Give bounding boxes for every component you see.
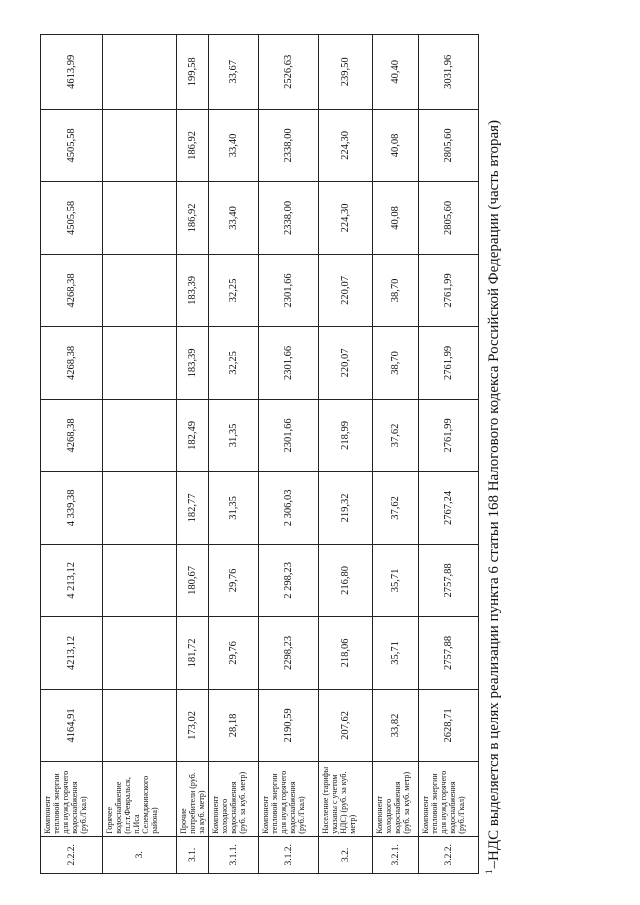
table-cell: 218,99 xyxy=(319,399,373,472)
row-code: 2.2.2. xyxy=(41,836,103,873)
table-cell: 2761,99 xyxy=(419,399,479,472)
row-label: Компонент тепловой энергии для нужд горячего водоснабжения (руб./Гкал) xyxy=(41,762,103,837)
table-cell: 180,67 xyxy=(177,544,209,617)
table-cell: 32,25 xyxy=(209,254,259,327)
row-label: Горячее водоснабжение (п.г.т.Февральск, п.Иса Селемджинского района) xyxy=(103,762,177,837)
table-cell: 31,35 xyxy=(209,472,259,545)
table-cell: 28,18 xyxy=(209,689,259,762)
row-label: Компонент холодного водоснабжения (руб. за куб. метр) xyxy=(209,762,259,837)
table-cell: 224,30 xyxy=(319,109,373,182)
table-row xyxy=(103,35,177,874)
table-cell xyxy=(103,327,177,400)
footnote xyxy=(480,34,503,874)
row-code: 3.2. xyxy=(319,836,373,873)
table-cell: 199,58 xyxy=(177,35,209,110)
table-row xyxy=(419,35,479,874)
table-cell: 3031,96 xyxy=(419,35,479,110)
table-cell xyxy=(103,472,177,545)
table-cell: 186,92 xyxy=(177,182,209,255)
table-row xyxy=(319,35,373,874)
table-cell: 2767,24 xyxy=(419,472,479,545)
row-label: Компонент тепловой энергии для нужд горячего водоснабжения (руб./Гкал) xyxy=(419,762,479,837)
tariff-table xyxy=(40,34,479,874)
table-cell: 33,67 xyxy=(209,35,259,110)
table-cell: 220,07 xyxy=(319,254,373,327)
table-cell xyxy=(103,35,177,110)
table-cell xyxy=(103,254,177,327)
table-cell: 35,71 xyxy=(373,617,419,690)
table-cell: 4164,91 xyxy=(41,689,103,762)
table-cell: 224,30 xyxy=(319,182,373,255)
table-cell: 2805,60 xyxy=(419,182,479,255)
row-code: 3.1.2. xyxy=(259,836,319,873)
table-row xyxy=(259,35,319,874)
row-label: Компонент холодного водоснабжения (руб. за куб. метр) xyxy=(373,762,419,837)
table-cell: 186,92 xyxy=(177,109,209,182)
table-cell: 219,32 xyxy=(319,472,373,545)
table-cell: 2301,66 xyxy=(259,327,319,400)
table-cell: 29,76 xyxy=(209,544,259,617)
table-cell: 207,62 xyxy=(319,689,373,762)
table-row xyxy=(41,35,103,874)
table-cell xyxy=(103,182,177,255)
table-cell: 239,50 xyxy=(319,35,373,110)
row-label: Прочие потребители (руб. за куб. метр) xyxy=(177,762,209,837)
table-row xyxy=(373,35,419,874)
row-label: Население (тарифы указаны с учетом НДС) (руб. за куб. метр) xyxy=(319,762,373,837)
table-cell: 40,40 xyxy=(373,35,419,110)
table-cell: 2298,23 xyxy=(259,617,319,690)
table-cell: 4613,99 xyxy=(41,35,103,110)
table-cell: 2301,66 xyxy=(259,254,319,327)
table-cell: 2526,63 xyxy=(259,35,319,110)
table-cell: 32,25 xyxy=(209,327,259,400)
table-row xyxy=(209,35,259,874)
footnote-text: –НДС выделяется в целях реализации пункта 6 статьи 168 Налогового кодекса Российской Федерации (часть вторая) xyxy=(486,119,502,869)
row-code: 3.1.1. xyxy=(209,836,259,873)
table-cell: 4268,38 xyxy=(41,399,103,472)
table-cell: 182,77 xyxy=(177,472,209,545)
table-cell: 2301,66 xyxy=(259,399,319,472)
table-cell: 35,71 xyxy=(373,544,419,617)
row-code: 3.2.2. xyxy=(419,836,479,873)
table-cell: 38,70 xyxy=(373,327,419,400)
table-cell xyxy=(103,544,177,617)
table-cell: 216,80 xyxy=(319,544,373,617)
table-cell: 4 213,12 xyxy=(41,544,103,617)
table-cell: 31,35 xyxy=(209,399,259,472)
table-cell: 33,40 xyxy=(209,109,259,182)
table-cell: 2757,88 xyxy=(419,617,479,690)
table-cell: 2757,88 xyxy=(419,544,479,617)
table-cell xyxy=(103,689,177,762)
table-cell: 4505,58 xyxy=(41,109,103,182)
table-cell: 4 339,38 xyxy=(41,472,103,545)
tariff-table-body xyxy=(41,35,479,874)
table-cell: 2 306,03 xyxy=(259,472,319,545)
row-code: 3. xyxy=(103,836,177,873)
table-cell: 4268,38 xyxy=(41,254,103,327)
table-cell: 173,02 xyxy=(177,689,209,762)
table-cell: 2338,00 xyxy=(259,109,319,182)
table-cell: 181,72 xyxy=(177,617,209,690)
table-cell: 2805,60 xyxy=(419,109,479,182)
table-cell: 38,70 xyxy=(373,254,419,327)
table-cell: 40,08 xyxy=(373,182,419,255)
rotated-content xyxy=(40,34,560,874)
table-cell: 182,49 xyxy=(177,399,209,472)
table-cell: 37,62 xyxy=(373,472,419,545)
table-cell: 2628,71 xyxy=(419,689,479,762)
table-cell: 218,06 xyxy=(319,617,373,690)
table-cell: 33,40 xyxy=(209,182,259,255)
table-cell: 2338,00 xyxy=(259,182,319,255)
table-cell xyxy=(103,109,177,182)
table-cell xyxy=(103,617,177,690)
table-cell: 2 298,23 xyxy=(259,544,319,617)
table-cell: 220,07 xyxy=(319,327,373,400)
table-row xyxy=(177,35,209,874)
table-cell: 37,62 xyxy=(373,399,419,472)
table-cell: 183,39 xyxy=(177,254,209,327)
table-cell: 2761,99 xyxy=(419,254,479,327)
row-code: 3.2.1. xyxy=(373,836,419,873)
table-cell: 33,82 xyxy=(373,689,419,762)
table-cell: 2761,99 xyxy=(419,327,479,400)
row-code: 3.1. xyxy=(177,836,209,873)
table-cell: 29,76 xyxy=(209,617,259,690)
table-cell: 40,08 xyxy=(373,109,419,182)
table-cell: 4213,12 xyxy=(41,617,103,690)
table-cell: 2190,59 xyxy=(259,689,319,762)
row-label: Компонент тепловой энергии для нужд горячего водоснабжения (руб./Гкал) xyxy=(259,762,319,837)
table-cell: 183,39 xyxy=(177,327,209,400)
table-cell: 4505,58 xyxy=(41,182,103,255)
table-cell: 4268,38 xyxy=(41,327,103,400)
table-cell xyxy=(103,399,177,472)
footnote-marker: 1 xyxy=(484,869,494,874)
